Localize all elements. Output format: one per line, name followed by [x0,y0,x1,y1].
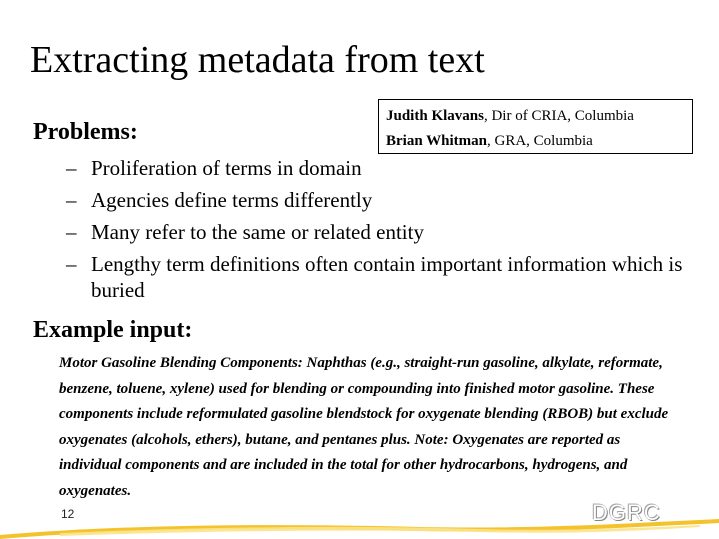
problem-text: Proliferation of terms in domain [91,156,362,180]
page-number: 12 [61,507,75,521]
problems-heading: Problems: [33,119,138,145]
author-line-2 [386,129,692,154]
list-item [66,219,696,245]
author-name-2: Brian Whitman [386,133,487,149]
problem-text: Agencies define terms differently [91,188,373,212]
author-role-1: , Dir of CRIA, Columbia [483,108,634,124]
problem-text: Many refer to the same or related entity [91,220,424,244]
example-heading: Example input: [33,317,193,343]
problems-list [66,155,696,309]
slide-title: Extracting metadata from text [30,39,485,81]
author-name-1: Judith Klavans [386,108,484,124]
example-text: Motor Gasoline Blending Components: Naphthas (e.g., straight-run gasoline, alkylate, reformate, benzene, toluene, xylene) used for blending or compounding into finished motor gasoline. These components include reformulated gasoline blendstock for oxygenate blending (RBOB) but exclude oxygenates (alcohols, ethers), butane, and pentanes plus. Note: Oxygenates are reported as individual components and are included in the total for other hydrocarbons, hydrogens, and oxygenates. [59,355,669,499]
list-item [66,155,696,181]
bullet-dash: – [66,188,77,212]
author-role-2: , GRA, Columbia [487,133,593,149]
problem-text: Lengthy term definitions often contain important information which is buried [91,252,683,302]
bullet-dash: – [66,252,77,276]
dgrc-logo: DGRC [592,500,661,525]
list-item [66,251,696,303]
bullet-dash: – [66,220,77,244]
list-item [66,187,696,213]
authors-box [378,99,693,154]
author-line-1 [386,104,692,129]
bullet-dash: – [66,156,77,180]
